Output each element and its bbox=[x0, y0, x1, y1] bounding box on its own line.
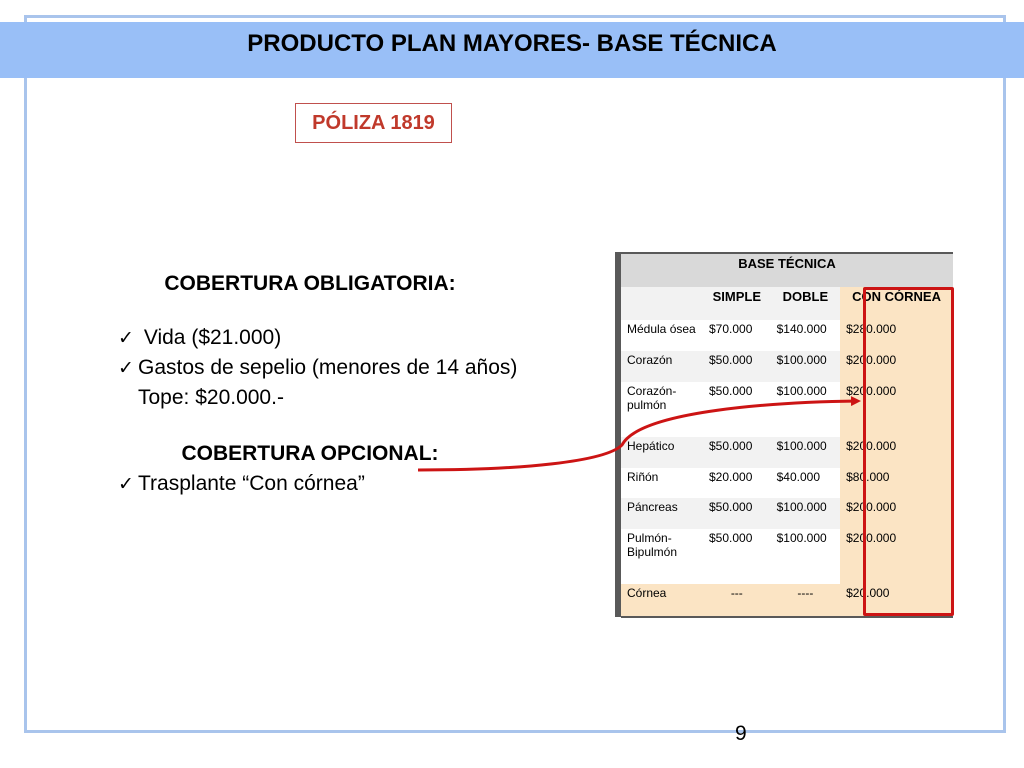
base-tecnica-table bbox=[615, 252, 953, 618]
row-name: Corazón bbox=[621, 351, 703, 382]
cell-con-cornea: $280.000 bbox=[840, 320, 953, 351]
table-row bbox=[615, 529, 953, 584]
policy-badge: PÓLIZA 1819 bbox=[295, 103, 452, 143]
row-name: Corazón-pulmón bbox=[621, 382, 703, 437]
row-name: Pulmón-Bipulmón bbox=[621, 529, 703, 584]
cell-con-cornea: $200.000 bbox=[840, 351, 953, 382]
optional-item-label: Trasplante “Con córnea” bbox=[138, 472, 365, 495]
column-header-simple: SIMPLE bbox=[703, 287, 771, 320]
cell-con-cornea: $200.000 bbox=[840, 529, 953, 584]
table-row bbox=[615, 351, 953, 382]
cell-doble: $100.000 bbox=[771, 529, 840, 584]
column-header-doble: DOBLE bbox=[771, 287, 840, 320]
row-name: Hepático bbox=[621, 437, 703, 468]
cell-con-cornea: $80.000 bbox=[840, 468, 953, 499]
mandatory-note: Tope: $20.000.- bbox=[138, 386, 284, 409]
mandatory-item-label: Gastos de sepelio (menores de 14 años) bbox=[138, 356, 518, 379]
cell-simple: $50.000 bbox=[703, 498, 771, 529]
check-icon: ✓ bbox=[118, 328, 134, 349]
cell-simple: --- bbox=[703, 584, 771, 617]
cell-simple: $70.000 bbox=[703, 320, 771, 351]
cell-doble: $140.000 bbox=[771, 320, 840, 351]
cell-doble: $40.000 bbox=[771, 468, 840, 499]
row-name: Riñón bbox=[621, 468, 703, 499]
row-name: Córnea bbox=[621, 584, 703, 617]
column-header-con-cornea: CON CÓRNEA bbox=[840, 287, 953, 320]
table-row bbox=[615, 382, 953, 437]
cell-doble: $100.000 bbox=[771, 437, 840, 468]
optional-item-transplant bbox=[118, 472, 365, 496]
mandatory-item-funeral bbox=[118, 356, 517, 380]
cell-doble: $100.000 bbox=[771, 498, 840, 529]
cell-simple: $20.000 bbox=[703, 468, 771, 499]
mandatory-item-life bbox=[118, 326, 281, 350]
table-row bbox=[615, 498, 953, 529]
mandatory-item-label: Vida ($21.000) bbox=[138, 326, 282, 349]
page-number: 9 bbox=[735, 722, 747, 745]
slide-title: PRODUCTO PLAN MAYORES- BASE TÉCNICA bbox=[247, 30, 777, 57]
cell-simple: $50.000 bbox=[703, 437, 771, 468]
table-row bbox=[615, 584, 953, 617]
row-name: Páncreas bbox=[621, 498, 703, 529]
check-icon: ✓ bbox=[118, 358, 134, 379]
cell-simple: $50.000 bbox=[703, 529, 771, 584]
cell-simple: $50.000 bbox=[703, 382, 771, 437]
mandatory-coverage-title: COBERTURA OBLIGATORIA: bbox=[164, 272, 456, 295]
cell-doble: $100.000 bbox=[771, 351, 840, 382]
table-title: BASE TÉCNICA bbox=[621, 253, 953, 287]
table-row bbox=[615, 468, 953, 499]
optional-coverage-title: COBERTURA OPCIONAL: bbox=[181, 442, 439, 465]
cell-con-cornea: $200.000 bbox=[840, 382, 953, 437]
cell-doble: ---- bbox=[771, 584, 840, 617]
table-row bbox=[615, 437, 953, 468]
cell-con-cornea: $200.000 bbox=[840, 437, 953, 468]
row-name: Médula ósea bbox=[621, 320, 703, 351]
cell-con-cornea: $200.000 bbox=[840, 498, 953, 529]
check-icon: ✓ bbox=[118, 474, 134, 495]
table-row bbox=[615, 320, 953, 351]
cell-doble: $100.000 bbox=[771, 382, 840, 437]
cell-simple: $50.000 bbox=[703, 351, 771, 382]
cell-con-cornea: $20.000 bbox=[840, 584, 953, 617]
column-header-empty bbox=[621, 287, 703, 320]
